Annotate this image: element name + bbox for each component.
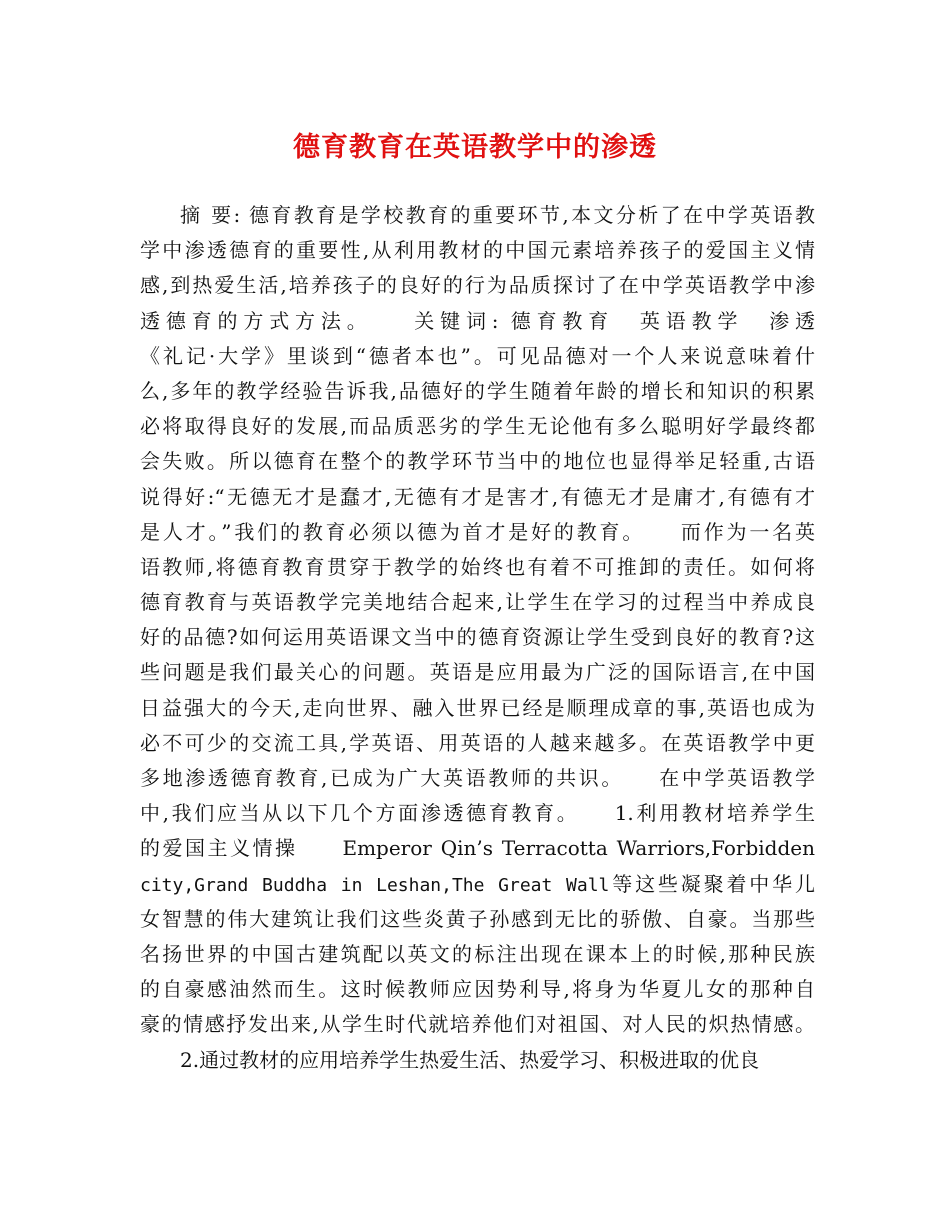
paragraph-line: 好的品德?如何运用英语课文当中的德育资源让学生受到良好的教育?这 xyxy=(140,625,815,650)
paragraph-line: 2.通过教材的应用培养学生热爱生活、热爱学习、积极进取的优良 xyxy=(180,1047,760,1072)
paragraph-line-mixed xyxy=(140,867,815,902)
paragraph-line: 豪的情感抒发出来,从学生时代就培养他们对祖国、对人民的炽热情感。 xyxy=(140,1012,815,1037)
paragraph-line: 德育教育与英语教学完美地结合起来,让学生在学习的过程当中养成良 xyxy=(140,590,815,615)
document-title: 德育教育在英语教学中的渗透 xyxy=(293,132,657,163)
paragraph-line: 必将取得良好的发展,而品质恶劣的学生无论他有多么聪明好学最终都 xyxy=(140,414,815,439)
paragraph-line: 么,多年的教学经验告诉我,品德好的学生随着年龄的增长和知识的积累 xyxy=(140,378,815,403)
paragraph-line: 必不可少的交流工具,学英语、用英语的人越来越多。在英语教学中更 xyxy=(140,730,815,755)
paragraph-line: 感,到热爱生活,培养孩子的良好的行为品质探讨了在中学英语教学中渗 xyxy=(140,273,815,298)
paragraph-line: 的自豪感油然而生。这时候教师应因势利导,将身为华夏儿女的那种自 xyxy=(140,977,815,1002)
paragraph-line: 些问题是我们最关心的问题。英语是应用最为广泛的国际语言,在中国 xyxy=(140,660,815,685)
chinese-phrase: 等这些凝聚着中华儿 xyxy=(609,871,815,896)
paragraph-line: 是人才。”我们的教育必须以德为首才是好的教育。 而作为一名英 xyxy=(140,519,815,544)
paragraph-line: 多地渗透德育教育,已成为广大英语教师的共识。 在中学英语教学 xyxy=(140,766,815,790)
paragraph-line: 日益强大的今天,走向世界、融入世界已经是顺理成章的事,英语也成为 xyxy=(140,695,815,720)
document-body xyxy=(140,198,815,1078)
paragraph-line: 语教师,将德育教育贯穿于教学的始终也有着不可推卸的责任。如何将 xyxy=(140,554,815,579)
paragraph-line: 透德育的方式方法。 关键词: 德育教育 英语教学 渗透 xyxy=(140,308,815,333)
paragraph-line: 说得好:“无德无才是蠢才,无德有才是害才,有德无才是庸才,有德有才 xyxy=(140,484,815,509)
paragraph-line: 名扬世界的中国古建筑配以英文的标注出现在课本上的时候,那种民族 xyxy=(140,941,815,966)
paragraph-line: 摘 要: 德育教育是学校教育的重要环节,本文分析了在中学英语教 xyxy=(180,203,815,227)
paragraph-line: 会失败。所以德育在整个的教学环节当中的地位也显得举足轻重,古语 xyxy=(140,449,815,474)
paragraph-line: 女智慧的伟大建筑让我们这些炎黄子孙感到无比的骄傲、自豪。当那些 xyxy=(140,906,815,931)
paragraph-line: 的爱国主义情操 Emperor Qin’s Terracotta Warriors,Forbidden xyxy=(140,836,815,861)
paragraph-line: 《礼记·大学》里谈到“德者本也”。可见品德对一个人来说意味着什 xyxy=(140,343,815,368)
paragraph-line: 中,我们应当从以下几个方面渗透德育教育。 1.利用教材培养学生 xyxy=(140,801,815,826)
paragraph-line: 学中渗透德育的重要性,从利用教材的中国元素培养孩子的爱国主义情 xyxy=(140,238,815,263)
english-phrase: city,Grand Buddha in Leshan,The Great Wall xyxy=(140,874,610,896)
